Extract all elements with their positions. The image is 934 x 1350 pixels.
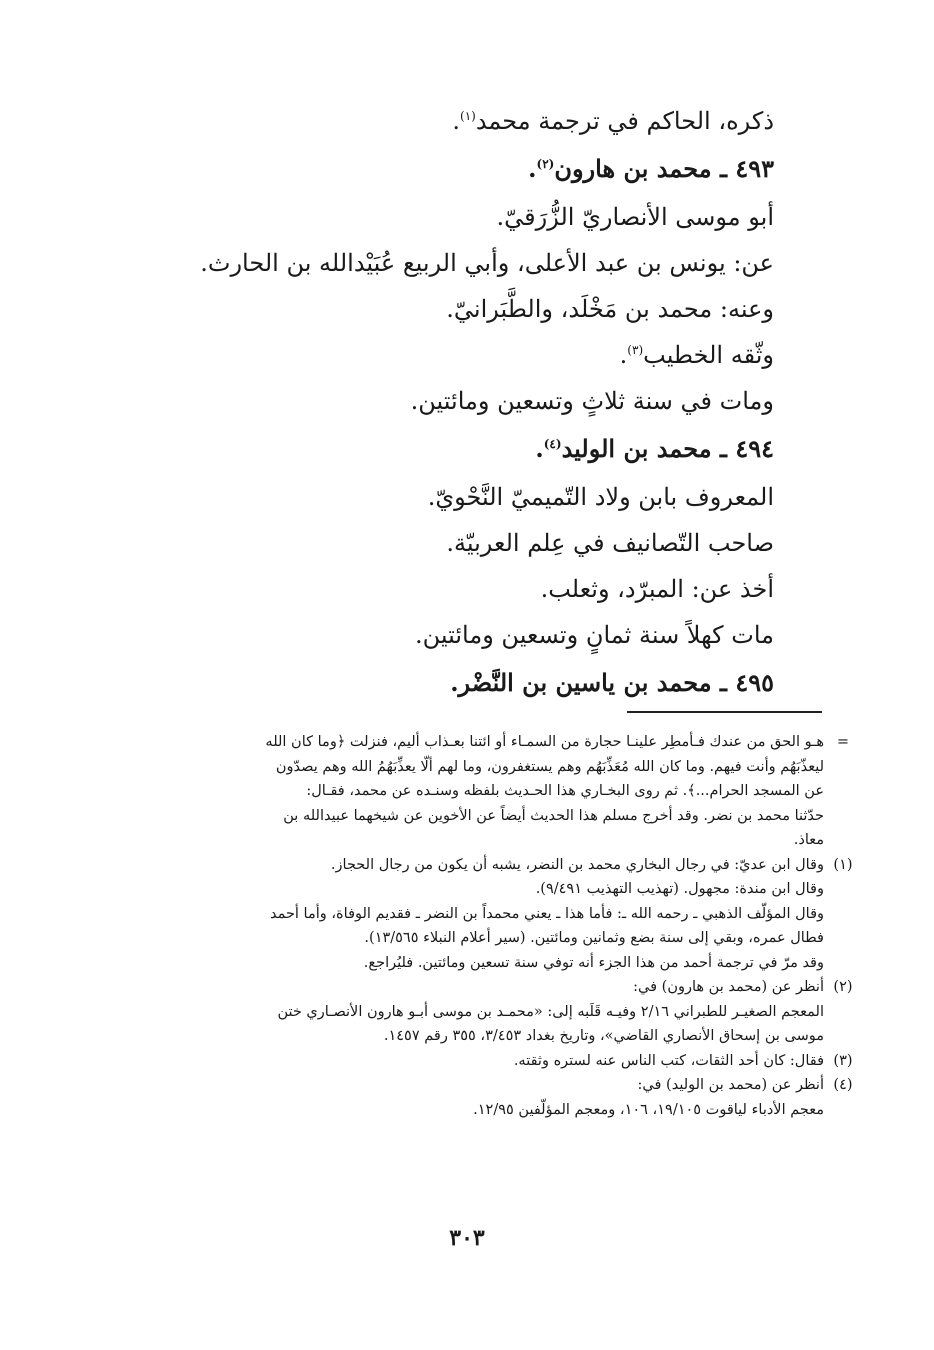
main-text — [134, 98, 774, 708]
footnote-line — [124, 730, 850, 755]
footnote-text: موسى بن إسحاق الأنصاري القاضي»، وتاريخ بغداد ٣/٤٥٣، ٣٥٥ رقم ١٤٥٧. — [383, 1028, 824, 1044]
line-text: مات كهلاً سنة ثمانٍ وتسعين ومائتين. — [414, 621, 774, 649]
footnote-text: هـو الحق من عندك فـأمطِر علينـا حجارة من السمـاء أو ائتنا بعـذاب أليم، فنزلت ﴿وما كان الله — [265, 734, 824, 750]
footnote-text: معجم الأدباء لياقوت ١٩/١٠٥، ١٠٦، ومعجم المؤلّفين ١٢/٩٥. — [473, 1101, 824, 1118]
footnote-marker: (١) — [833, 856, 853, 873]
line-end: . — [528, 154, 537, 183]
line-end: . — [452, 107, 460, 135]
footnote-text: وقال ابن مندة: مجهول. (تهذيب التهذيب ٩/٤٩١). — [535, 881, 824, 897]
footnote-line — [124, 1000, 824, 1025]
footnote-line — [124, 1098, 824, 1123]
text-line — [134, 474, 774, 520]
footnote-text: ليعذّبَهُم وأنت فيهم. وما كان الله مُعَذِّبَهُم وهم يستغفرون، وما لهم ألّا يعذِّبَهُمُ الله وهم يصدّون — [275, 758, 824, 775]
footnote-line — [124, 951, 824, 976]
line-text: أبو موسى الأنصاريّ الزُّرَقيّ. — [496, 203, 774, 231]
footnote-text: فطال عمره، وبقي إلى سنة بضع وثمانين ومائتين. (سير أعلام النبلاء ١٣/٥٦٥). — [364, 930, 824, 946]
footnote-ref: (٤) — [543, 437, 562, 451]
footnote-ref: (١) — [460, 109, 476, 123]
line-text: عن: يونس بن عبد الأعلى، وأبي الربيع عُبَيْدالله بن الحارث. — [200, 249, 774, 277]
line-text: صاحب التّصانيف في عِلم العربيّة. — [446, 529, 774, 557]
text-line — [134, 612, 774, 658]
footnote-marker: = — [836, 734, 850, 750]
line-end: . — [619, 341, 628, 369]
text-line — [134, 98, 774, 144]
line-text: وثّقه الخطيب — [643, 341, 774, 369]
text-line — [134, 566, 774, 612]
footnote-line — [124, 902, 824, 927]
line-text: أخذ عن: المبرّد، وثعلب. — [540, 575, 774, 603]
line-text: ٤٩٥ ـ محمد بن ياسين بن النَّضْر. — [450, 668, 774, 697]
footnote-line — [124, 1073, 853, 1098]
footnote-text: عن المسجد الحرام...﴾. ثم روى البخـاري هذا الحـديث بلفظه وسنـده عن محمد، فقـال: — [306, 783, 824, 799]
footnote-line — [124, 828, 824, 853]
line-text: المعروف بابن ولاد التّميميّ النَّحْويّ. — [427, 483, 774, 511]
footnote-text: حدّثنا محمد بن نضر. وقد أخرج مسلم هذا الحديث أيضاً عن الأخوين عن شيخهما عبيدالله بن — [283, 807, 824, 824]
text-line — [134, 286, 774, 332]
text-line — [134, 332, 774, 378]
entry-heading — [134, 144, 774, 194]
footnote-marker: (٤) — [833, 1077, 853, 1093]
text-line — [134, 378, 774, 424]
footnote-line — [124, 755, 824, 780]
page-number: ٣٠٣ — [449, 1225, 485, 1251]
footnote-text: أنظر عن (محمد بن هارون) في: — [633, 979, 824, 995]
footnote-text: وقد مرّ في ترجمة أحمد من هذا الجزء أنه توفي سنة تسعين ومائتين. فليُراجع. — [363, 954, 824, 971]
footnote-text: وقال ابن عديّ: في رجال البخاري محمد بن النضر، يشبه أن يكون من رجال الحجاز. — [330, 856, 824, 873]
footnote-marker: (٢) — [833, 979, 853, 995]
footnote-text: وقال المؤلّف الذهبي ـ رحمه الله ـ: فأما هذا ـ يعني محمداً بن النضر ـ فقديم الوفاة، وأما أحمد — [269, 905, 824, 922]
footnote-line — [124, 975, 853, 1000]
footnote-text: أنظر عن (محمد بن الوليد) في: — [637, 1077, 824, 1093]
line-text: وعنه: محمد بن مَخْلَد، والطَّبَرانيّ. — [446, 295, 774, 323]
text-line — [134, 194, 774, 240]
footnote-line — [124, 877, 824, 902]
footnote-line — [124, 1024, 824, 1049]
text-line — [134, 240, 774, 286]
footnote-text: المعجم الصغيـر للطبراني ٢/١٦ وفيـه قَلَبه إلى: «محمـد بن موسى أبـو هارون الأنصـاري ختن — [277, 1003, 824, 1020]
line-text: ٤٩٤ ـ محمد بن الوليد — [561, 434, 774, 463]
line-text: ذكره، الحاكم في ترجمة محمد — [475, 107, 774, 135]
footnote-line — [124, 804, 824, 829]
footnote-marker: (٣) — [833, 1052, 853, 1069]
footnote-separator — [627, 711, 822, 713]
footnote-ref: (٢) — [536, 157, 555, 171]
footnote-line — [124, 779, 824, 804]
text-line — [134, 520, 774, 566]
line-text: ومات في سنة ثلاثٍ وتسعين ومائتين. — [410, 387, 774, 415]
footnote-line — [124, 926, 824, 951]
footnote-text: فقال: كان أحد الثقات، كتب الناس عنه لستره وثقته. — [513, 1052, 824, 1069]
line-text: ٤٩٣ ـ محمد بن هارون — [554, 154, 774, 183]
footnotes — [124, 730, 853, 1122]
footnote-ref: (٣) — [627, 343, 644, 357]
entry-heading — [134, 658, 774, 708]
line-end: . — [535, 434, 544, 463]
footnote-text: معاذ. — [793, 832, 824, 848]
entry-heading — [134, 424, 774, 474]
footnote-line — [124, 1049, 853, 1074]
footnote-line — [124, 853, 853, 878]
